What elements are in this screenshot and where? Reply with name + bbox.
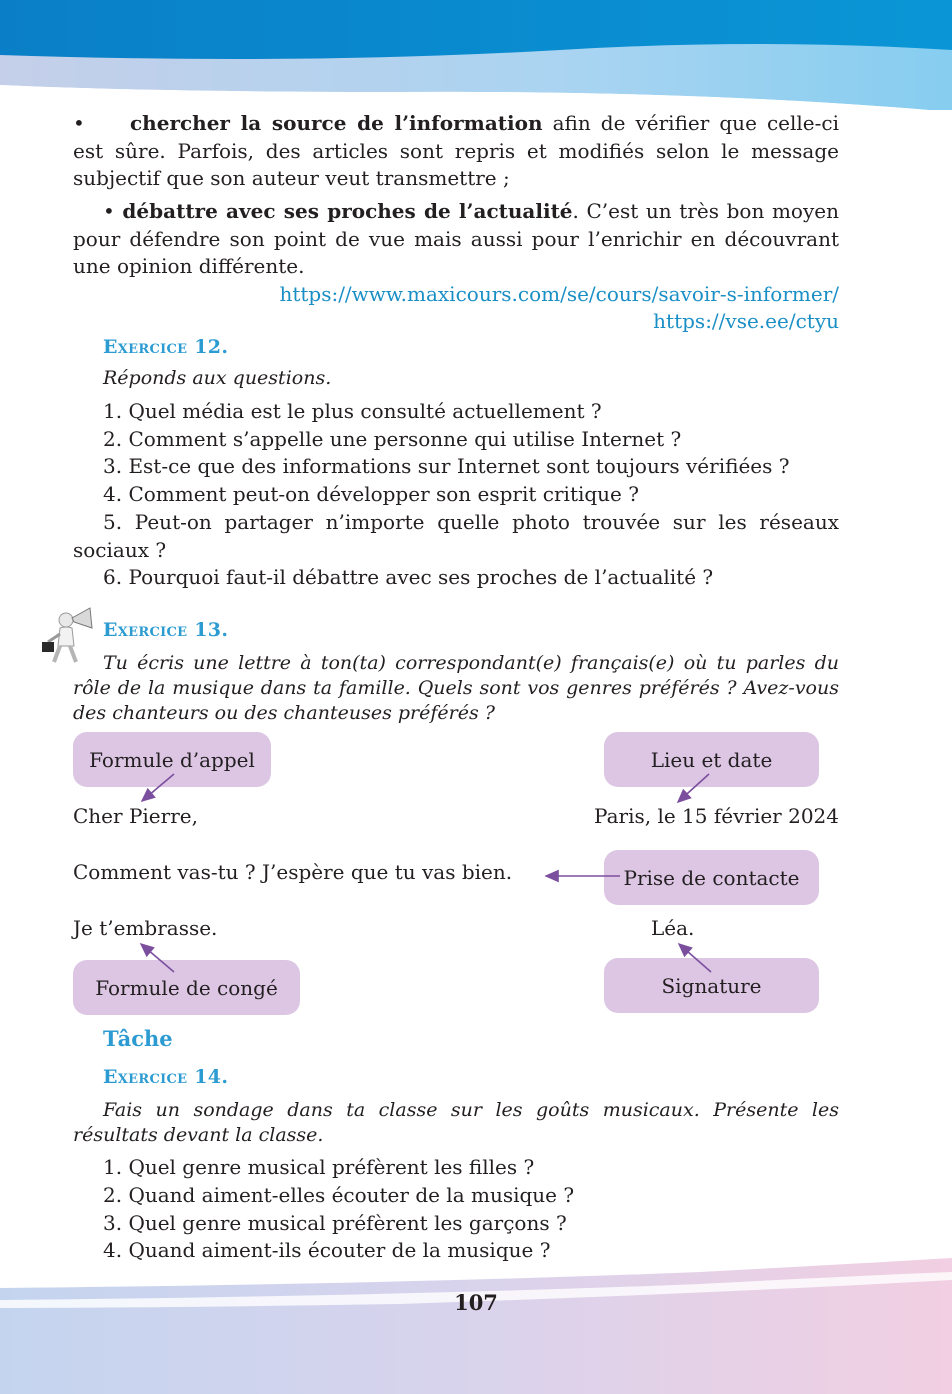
arrow-signature — [679, 944, 711, 972]
letter-signature-name: Léa. — [651, 916, 695, 940]
letter-salutation: Cher Pierre, — [73, 804, 198, 828]
label-lieu-date: Lieu et date — [604, 732, 819, 787]
source-link-maxicours[interactable]: https://www.maxicours.com/se/cours/savoir-s-informer/ — [279, 282, 839, 306]
arrow-lieu — [678, 774, 709, 802]
list-item: 4. Quand aiment-ils écouter de la musique ? — [103, 1238, 551, 1262]
list-item: 1. Quel genre musical préfèrent les filles ? — [103, 1155, 535, 1179]
exercise-14-title: Exercice 14. — [103, 1066, 229, 1088]
label-formule-appel: Formule d’appel — [73, 732, 271, 787]
list-item: 3. Est-ce que des informations sur Internet sont toujours vérifiées ? — [103, 454, 790, 478]
list-item: 2. Comment s’appelle une personne qui utilise Internet ? — [103, 427, 682, 451]
exercise-13-title: Exercice 13. — [103, 619, 229, 641]
bullet-source: • chercher la source de l’information afin de vérifier que celle-ci est sûre. Parfois, des articles sont repris et modifiés selon le message subjectif que son auteur veut transmettre ; — [73, 111, 839, 190]
exercise-12-instruction: Réponds aux questions. — [103, 367, 332, 389]
list-item: 6. Pourquoi faut-il débattre avec ses proches de l’actualité ? — [103, 565, 714, 589]
letter-date: Paris, le 15 février 2024 — [594, 804, 839, 828]
list-item: 2. Quand aiment-elles écouter de la musique ? — [103, 1183, 575, 1207]
source-link-vse[interactable]: https://vse.ee/ctyu — [653, 309, 839, 333]
list-item: 4. Comment peut-on développer son esprit critique ? — [103, 482, 639, 506]
label-signature: Signature — [604, 958, 819, 1013]
page-number: 107 — [454, 1290, 498, 1315]
tache-heading: Tâche — [103, 1026, 173, 1051]
label-formule-conge: Formule de congé — [73, 960, 300, 1015]
list-item: 3. Quel genre musical préfèrent les garçons ? — [103, 1211, 567, 1235]
bottom-banner — [0, 1250, 952, 1394]
exercise-13-instruction: Tu écris une lettre à ton(ta) correspondant(e) français(e) où tu parles du rôle de la musique dans ta famille. Quels sont vos genres préférés ? Avez-vous des chanteurs ou des chanteuses préférés ? — [73, 652, 839, 724]
exercise-12-title: Exercice 12. — [103, 336, 229, 358]
arrow-appel — [142, 774, 174, 801]
bullet-debattre: • débattre avec ses proches de l’actualité. C’est un très bon moyen pour défendre son point de vue mais aussi pour l’enrichir en découvrant une opinion différente. — [73, 199, 839, 278]
exercise-14-instruction: Fais un sondage dans ta classe sur les goûts musicaux. Présente les résultats devant la classe. — [73, 1099, 839, 1146]
letter-closing: Je t’embrasse. — [73, 916, 218, 940]
list-item: 1. Quel média est le plus consulté actuellement ? — [103, 399, 602, 423]
letter-opening: Comment vas-tu ? J’espère que tu vas bien. — [73, 860, 513, 884]
label-prise-contacte: Prise de contacte — [604, 850, 819, 905]
arrow-conge — [141, 944, 174, 972]
list-item: 5. Peut-on partager n’importe quelle photo trouvée sur les réseaux sociaux ? — [73, 510, 839, 562]
